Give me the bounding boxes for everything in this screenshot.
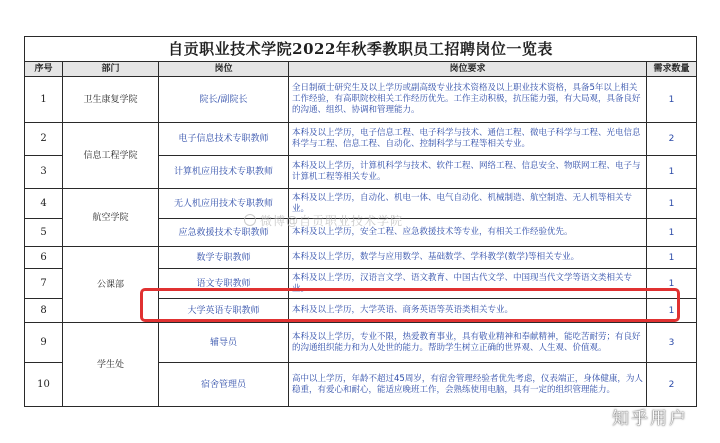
row-position: 无人机应用技术专职教师 (159, 189, 289, 219)
row-requirements: 本科及以上学历，专业不限，热爱教育事业，具有敬业精神和奉献精神，能吃苦耐劳；有良好的沟通组织能力和为人处世的能力。帮助学生树立正确的世界观、人生观、价值观。 (289, 323, 647, 363)
row-number: 2 (25, 123, 63, 156)
row-dept: 航空学院 (63, 189, 159, 247)
header-dept: 部门 (63, 62, 159, 77)
header-count: 需求数量 (647, 62, 697, 77)
header-row (25, 62, 697, 77)
row-dept: 卫生康复学院 (63, 77, 159, 123)
row-requirements: 本科及以上学历，安全工程、应急救援技术等专业，有相关工作经验优先。 (289, 219, 647, 247)
row-number: 1 (25, 77, 63, 123)
header-requirements: 岗位要求 (289, 62, 647, 77)
row-number: 4 (25, 189, 63, 219)
row-number: 5 (25, 219, 63, 247)
title-row (25, 37, 697, 62)
row-count: 1 (647, 219, 697, 247)
zhihu-watermark: 知乎用户 (612, 409, 688, 429)
row-number: 7 (25, 269, 63, 299)
row-count: 2 (647, 123, 697, 156)
row-requirements: 本科及以上学历，计算机科学与技术、软件工程、网络工程、信息安全、物联网工程、电子与计算机工程等相关专业。 (289, 156, 647, 189)
weibo-icon (244, 214, 256, 226)
row-position: 宿舍管理员 (159, 363, 289, 407)
document-title: 自贡职业技术学院2022年秋季教职员工招聘岗位一览表 (25, 37, 697, 62)
header-no: 序号 (25, 62, 63, 77)
row-count: 1 (647, 247, 697, 269)
table-row (25, 247, 697, 269)
row-count: 1 (647, 156, 697, 189)
row-position: 计算机应用技术专职教师 (159, 156, 289, 189)
row-count: 1 (647, 189, 697, 219)
weibo-watermark (244, 212, 403, 229)
table-row (25, 323, 697, 363)
row-count: 1 (647, 77, 697, 123)
row-requirements: 本科及以上学历，大学英语、商务英语等英语类相关专业。 (289, 299, 647, 323)
row-count: 1 (647, 299, 697, 323)
row-count: 3 (647, 323, 697, 363)
row-position: 大学英语专职教师 (159, 299, 289, 323)
row-dept: 信息工程学院 (63, 123, 159, 189)
row-count: 1 (647, 269, 697, 299)
row-count: 2 (647, 363, 697, 407)
highlight-box (140, 288, 680, 322)
row-number: 9 (25, 323, 63, 363)
row-requirements: 本科及以上学历，自动化、机电一体、电气自动化、机械制造、航空制造、无人机等相关专业。 (289, 189, 647, 219)
row-position: 数学专职教师 (159, 247, 289, 269)
table-row (25, 123, 697, 156)
row-requirements: 本科及以上学历，汉语言文学、语文教育、中国古代文学、中国现当代文学等语文类相关专业。 (289, 269, 647, 299)
row-position: 应急救援技术专职教师 (159, 219, 289, 247)
header-position: 岗位 (159, 62, 289, 77)
row-position: 院长/副院长 (159, 77, 289, 123)
row-dept: 学生处 (63, 323, 159, 407)
table-row (25, 77, 697, 123)
row-requirements: 本科及以上学历，电子信息工程、电子科学与技术、通信工程、微电子科学与工程、光电信息科学与工程、信息工程、自动化、控制科学与工程等相关专业。 (289, 123, 647, 156)
row-position: 电子信息技术专职教师 (159, 123, 289, 156)
row-requirements: 本科及以上学历，数学与应用数学、基础数学、学科教学(数学)等相关专业。 (289, 247, 647, 269)
row-position: 语文专职教师 (159, 269, 289, 299)
weibo-watermark-text: 微博@自贡职业技术学院 (260, 214, 404, 228)
row-number: 6 (25, 247, 63, 269)
row-position: 辅导员 (159, 323, 289, 363)
row-requirements: 高中以上学历，年龄不超过45周岁，有宿舍管理经验者优先考虑，仪表端正，身体健康，为人稳重，有爱心和耐心，能适应晚班工作，会熟练使用电脑，具有一定的组织管理能力。 (289, 363, 647, 407)
row-number: 10 (25, 363, 63, 407)
row-dept: 公课部 (63, 247, 159, 323)
row-requirements: 全日制硕士研究生及以上学历或副高级专业技术资格及以上职业技术资格，具备5年以上相关工作经验，有高职院校相关工作经历优先。工作主动积极，抗压能力强，有大局观，具备良好的沟通、组织、协调和管理能力。 (289, 77, 647, 123)
row-number: 8 (25, 299, 63, 323)
row-number: 3 (25, 156, 63, 189)
